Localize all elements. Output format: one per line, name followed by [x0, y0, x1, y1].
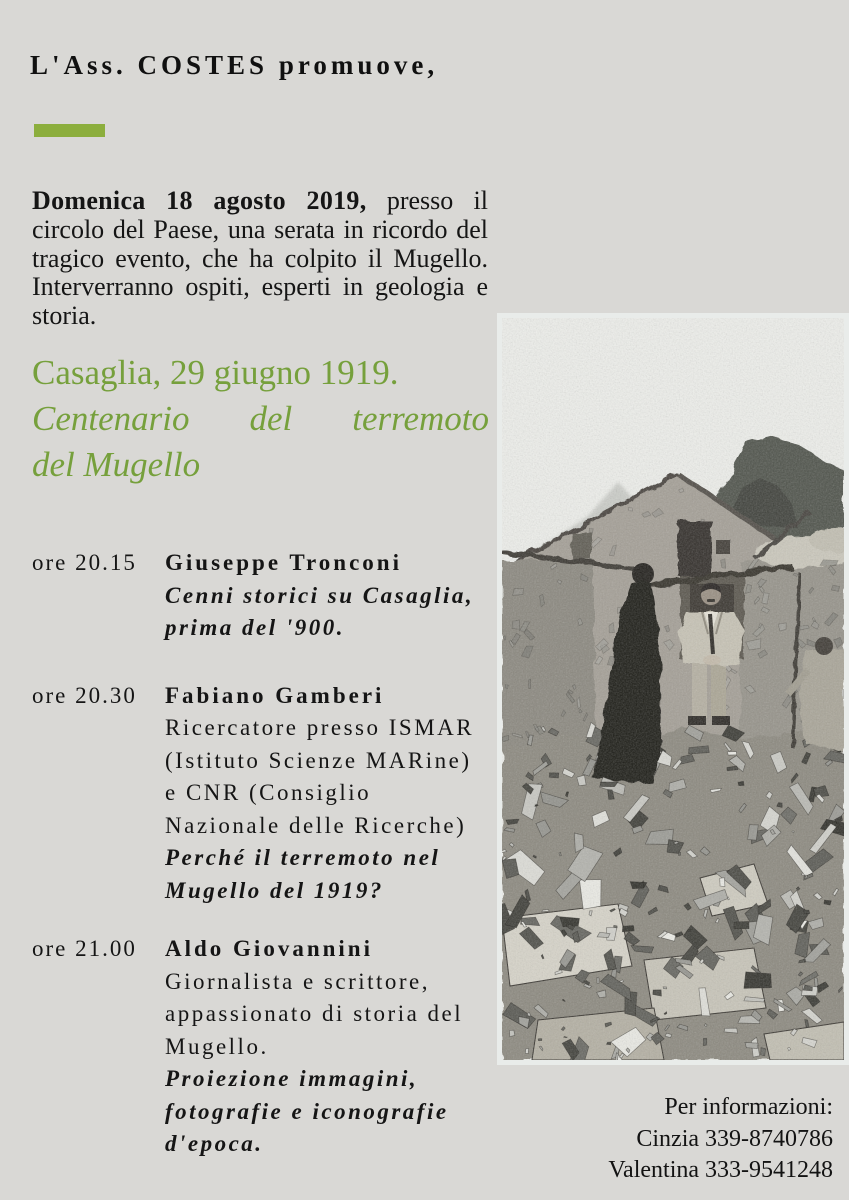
- talk-topic-line: d'epoca.: [165, 1131, 264, 1156]
- intro-paragraph: [32, 187, 488, 331]
- schedule: [32, 547, 492, 1161]
- speaker-name: Fabiano Gamberi: [165, 682, 385, 708]
- talk-topic-line: prima del '900.: [165, 615, 345, 640]
- talk-topic-line: Perché il terremoto nel: [165, 845, 441, 870]
- contact-phone-line: Valentina 333-9541248: [608, 1157, 833, 1183]
- schedule-row: [32, 547, 492, 645]
- event-title-line2: Centenario del terremoto: [32, 399, 489, 438]
- schedule-entry: [165, 933, 492, 1161]
- speaker-name: Aldo Giovannini: [165, 936, 373, 961]
- earthquake-ruins-photo: [497, 313, 849, 1065]
- promoter-line: L'Ass. COSTES promuove,: [30, 50, 439, 80]
- speaker-bio-line: e CNR (Consiglio: [165, 780, 372, 805]
- schedule-time: ore 20.30: [32, 682, 137, 708]
- intro-text: presso il circolo del Paese, una serata in ricordo del tragico evento, che ha colpito il Mugello. Interverranno ospiti, esperti in geologia e storia.: [32, 186, 488, 331]
- schedule-time: ore 21.00: [32, 936, 137, 961]
- speaker-bio-line: (Istituto Scienze MARine): [165, 747, 472, 773]
- schedule-row: [32, 680, 492, 908]
- earthquake-ruins-photo-art: [502, 318, 844, 1060]
- contact-heading: Per informazioni:: [664, 1094, 833, 1120]
- speaker-bio-line: Ricercatore presso ISMAR: [165, 715, 475, 740]
- event-title-line1: Casaglia, 29 giugno 1919.: [32, 353, 399, 392]
- schedule-entry: [165, 680, 492, 908]
- schedule-row: [32, 933, 492, 1161]
- event-date: Domenica 18 agosto 2019,: [32, 186, 367, 215]
- contact-phone-line: Cinzia 339-8740786: [636, 1125, 833, 1152]
- photo-grain-overlay: [502, 318, 844, 1060]
- talk-topic-line: fotografie e iconografie: [165, 1098, 449, 1124]
- schedule-time: ore 20.15: [32, 550, 137, 575]
- event-title: [32, 350, 489, 488]
- talk-topic-line: Proiezione immagini,: [165, 1066, 419, 1091]
- speaker-bio-line: appassionato di storia del: [165, 1001, 464, 1026]
- green-accent-bar: [34, 124, 105, 137]
- talk-topic-line: Mugello del 1919?: [165, 877, 384, 903]
- schedule-entry: [165, 547, 492, 645]
- speaker-bio-line: Giornalista e scrittore,: [165, 968, 431, 994]
- speaker-bio-line: Nazionale delle Ricerche): [165, 812, 467, 838]
- event-title-line3: del Mugello: [32, 445, 201, 484]
- speaker-name: Giuseppe Tronconi: [165, 550, 402, 575]
- contact-info: [608, 1092, 833, 1187]
- talk-topic-line: Cenni storici su Casaglia,: [165, 582, 475, 608]
- speaker-bio-line: Mugello.: [165, 1033, 269, 1059]
